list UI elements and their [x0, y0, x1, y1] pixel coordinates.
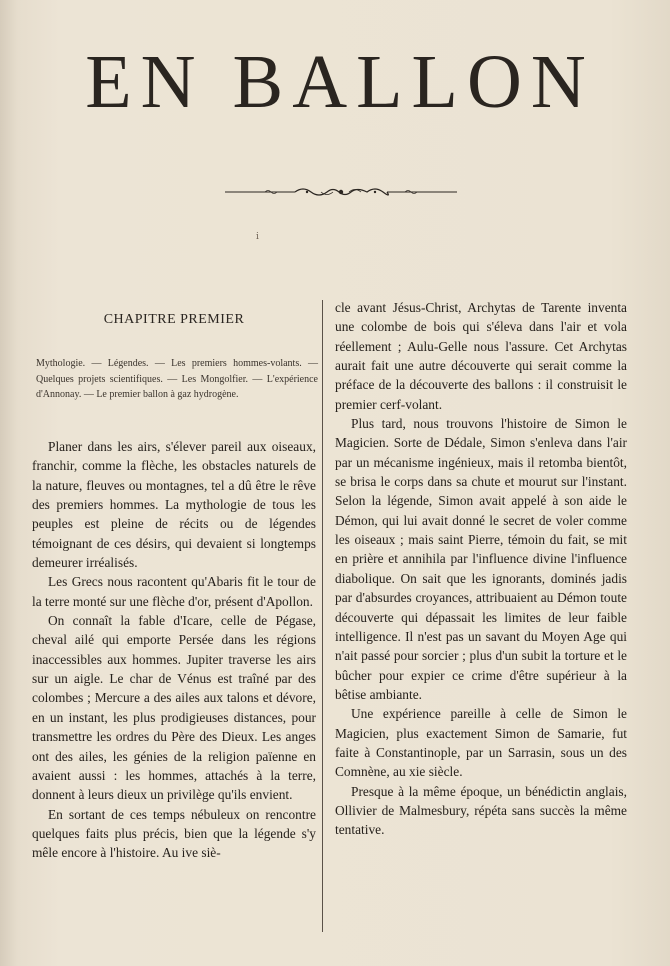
- left-column: [32, 437, 316, 863]
- paragraph: Presque à la même époque, un bénédictin anglais, Ollivier de Malmesbury, répéta sans succès la même tentative.: [335, 783, 627, 838]
- column-divider: [322, 300, 323, 932]
- right-column: [335, 298, 627, 840]
- paragraph: Planer dans les airs, s'élever pareil aux oiseaux, franchir, comme la flèche, les obstacles naturels de la nature, fleuves ou montagnes, tel a dû être le rêve des premiers hommes. La mythologie de tous les peuples est pleine de récits ou de légendes témoignant de ces désirs, qui devaient si longtemps demeurer irréalisés.: [32, 439, 316, 571]
- ornamental-divider: [225, 183, 457, 201]
- paragraph: Les Grecs nous racontent qu'Abaris fit le tour de la terre monté sur une flèche d'or, présent d'Apollon.: [32, 574, 316, 609]
- chapter-heading: CHAPITRE PREMIER: [103, 312, 245, 327]
- chapter-summary: Mythologie. — Légendes. — Les premiers hommes-volants. — Quelques projets scientifiques. — Les Mongolfier. — L'expérience d'Annonay. — Le premier ballon à gaz hydrogène.: [36, 358, 318, 400]
- paragraph: On connaît la fable d'Icare, celle de Pégase, cheval ailé qui emporte Persée dans les régions inaccessibles aux hommes. Jupiter traverse les airs sur un aigle. Le char de Vénus est traîné par des colombes ; Mercure a des ailes aux talons et dévore, en un instant, les plus prodigieuses distances, pour transmettre les ordres du Père des Dieux. Les anges ont des ailes, les génies de la religion païenne en avaient aussi : les hommes, attachés à la terre, donnent à leurs dieux un privilège qu'ils envient.: [32, 613, 316, 803]
- stray-mark: i: [256, 232, 259, 242]
- paragraph: cle avant Jésus-Christ, Archytas de Tarente inventa une colombe de bois qui s'éleva dans l'air et vola réellement ; Aulu-Gelle nous l'assure. Cet Archytas aurait fait une autre découverte qui serait comme la préface de la découverte des ballons : il construisit le premier cerf-volant.: [335, 300, 627, 412]
- page-title: EN BALLON: [85, 40, 595, 124]
- paragraph: En sortant de ces temps nébuleux on rencontre quelques faits plus précis, bien que la légende s'y mêle encore à l'histoire. Au ive siè-: [32, 806, 316, 861]
- paragraph: Une expérience pareille à celle de Simon le Magicien, plus exactement Simon de Samarie, fut faite à Constantinople, par un Sarrasin, sous un des Comnène, au xie siècle.: [335, 706, 627, 780]
- paragraph: Plus tard, nous trouvons l'histoire de Simon le Magicien. Sorte de Dédale, Simon s'enleva dans l'air par un mécanisme ingénieux, mais il retomba bientôt, se brisa le corps dans sa chute et mourut sur l'instant. Selon la légende, Simon avait appelé à son aide le Démon, qui lui avait donné le secret de voler comme les oiseaux ; mais saint Pierre, témoin du fait, se mit en prière et annihila par l'influence divine l'influence diabolique. On sait que les ignorants, dominés jadis par d'absurdes croyances, attribuaient au Démon toute découverte qui dépassait les limites de leur faible intelligence. Il n'est pas un savant du Moyen Age qui n'ait passé pour sorcier ; plus d'un subit la torture et le bûcher pour expier ce crime d'être supérieur à la bêtise ambiante.: [335, 416, 627, 702]
- ornament-flourish-icon: [225, 183, 457, 201]
